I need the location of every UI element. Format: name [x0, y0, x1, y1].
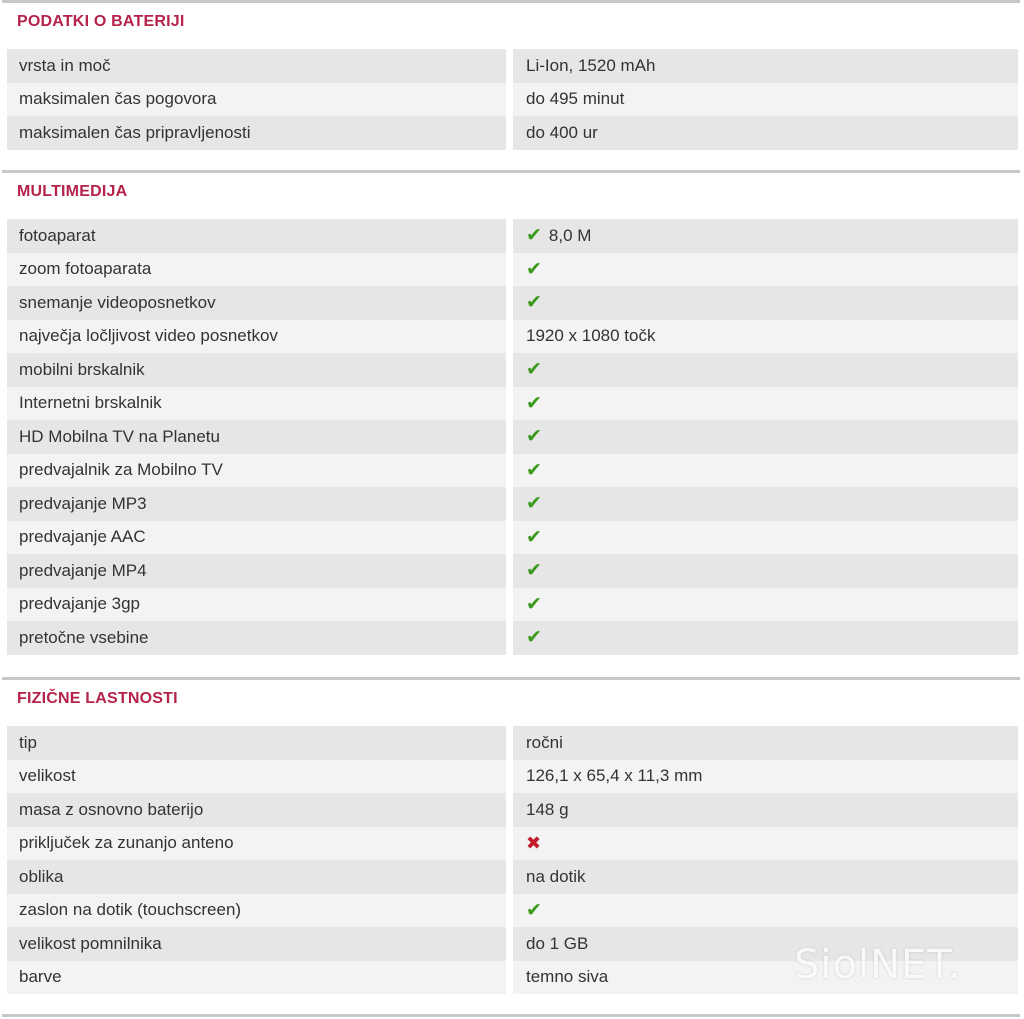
row-value [513, 83, 1018, 117]
section-title: MULTIMEDIJA [17, 183, 128, 200]
row-value [513, 588, 1018, 622]
row-label: vrsta in moč [7, 49, 506, 83]
table-row [7, 827, 1018, 861]
bottom-divider [2, 1014, 1020, 1017]
row-value [513, 353, 1018, 387]
row-value [513, 827, 1018, 861]
row-value [513, 320, 1018, 354]
row-label: zoom fotoaparata [7, 253, 506, 287]
table-row [7, 621, 1018, 655]
row-label: Internetni brskalnik [7, 387, 506, 421]
row-value [513, 860, 1018, 894]
row-value [513, 420, 1018, 454]
table-row [7, 793, 1018, 827]
row-label: HD Mobilna TV na Planetu [7, 420, 506, 454]
row-value [513, 726, 1018, 760]
row-value [513, 521, 1018, 555]
table-row [7, 387, 1018, 421]
section-title: FIZIČNE LASTNOSTI [17, 690, 178, 707]
section-rows [7, 49, 1018, 150]
row-value [513, 286, 1018, 320]
row-label: fotoaparat [7, 219, 506, 253]
section-multimedia [2, 170, 1020, 678]
row-value [513, 219, 1018, 253]
row-label: velikost pomnilnika [7, 927, 506, 961]
row-label: snemanje videoposnetkov [7, 286, 506, 320]
row-value [513, 454, 1018, 488]
row-value [513, 253, 1018, 287]
check-icon: ✔ [526, 493, 542, 515]
row-label: velikost [7, 760, 506, 794]
row-label: zaslon na dotik (touchscreen) [7, 894, 506, 928]
row-value [513, 793, 1018, 827]
table-row [7, 320, 1018, 354]
table-row [7, 116, 1018, 150]
row-value [513, 116, 1018, 150]
check-icon: ✔ [526, 359, 542, 381]
table-row [7, 521, 1018, 555]
row-value [513, 387, 1018, 421]
value-text: do 400 ur [526, 122, 598, 142]
section-title: PODATKI O BATERIJI [17, 13, 185, 30]
section-rows [7, 219, 1018, 655]
row-label: mobilni brskalnik [7, 353, 506, 387]
row-label: predvajanje AAC [7, 521, 506, 555]
row-value [513, 894, 1018, 928]
siolnet-watermark: SiolNET. [794, 942, 962, 988]
table-row [7, 726, 1018, 760]
table-row [7, 353, 1018, 387]
table-row [7, 860, 1018, 894]
table-row [7, 49, 1018, 83]
row-label: maksimalen čas pogovora [7, 83, 506, 117]
row-label: največja ločljivost video posnetkov [7, 320, 506, 354]
row-value [513, 554, 1018, 588]
table-row [7, 487, 1018, 521]
table-row [7, 454, 1018, 488]
table-row [7, 253, 1018, 287]
value-text: temno siva [526, 967, 609, 987]
row-value [513, 621, 1018, 655]
value-text: 148 g [526, 799, 569, 819]
table-row [7, 588, 1018, 622]
value-text: 126,1 x 65,4 x 11,3 mm [526, 766, 703, 786]
check-icon: ✔ [526, 459, 542, 481]
check-icon: ✔ [526, 225, 542, 247]
row-label: masa z osnovno baterijo [7, 793, 506, 827]
check-icon: ✔ [526, 627, 542, 649]
table-row [7, 554, 1018, 588]
cross-icon: ✖ [526, 832, 542, 853]
table-row [7, 219, 1018, 253]
row-label: predvajanje MP4 [7, 554, 506, 588]
check-icon: ✔ [526, 593, 542, 615]
value-text: na dotik [526, 866, 586, 886]
value-text: ročni [526, 732, 563, 752]
check-icon: ✔ [526, 292, 542, 314]
row-label: predvajanje MP3 [7, 487, 506, 521]
table-row [7, 286, 1018, 320]
row-label: pretočne vsebine [7, 621, 506, 655]
row-label: predvajalnik za Mobilno TV [7, 454, 506, 488]
table-row [7, 894, 1018, 928]
check-icon: ✔ [526, 560, 542, 582]
row-label: maksimalen čas pripravljenosti [7, 116, 506, 150]
section-battery [2, 0, 1020, 171]
row-label: predvajanje 3gp [7, 588, 506, 622]
value-text: do 1 GB [526, 933, 589, 953]
table-row [7, 760, 1018, 794]
value-text: do 495 minut [526, 89, 625, 109]
check-icon: ✔ [526, 258, 542, 280]
value-text: Li-Ion, 1520 mAh [526, 55, 656, 75]
row-value [513, 760, 1018, 794]
check-icon: ✔ [526, 426, 542, 448]
table-row [7, 420, 1018, 454]
value-text: 8,0 M [548, 225, 592, 245]
value-text: 1920 x 1080 točk [526, 326, 656, 346]
row-label: tip [7, 726, 506, 760]
row-label: oblika [7, 860, 506, 894]
check-icon: ✔ [526, 392, 542, 414]
row-label: priključek za zunanjo anteno [7, 827, 506, 861]
row-label: barve [7, 961, 506, 995]
check-icon: ✔ [526, 899, 542, 921]
row-value [513, 487, 1018, 521]
table-row [7, 83, 1018, 117]
check-icon: ✔ [526, 526, 542, 548]
row-value [513, 49, 1018, 83]
